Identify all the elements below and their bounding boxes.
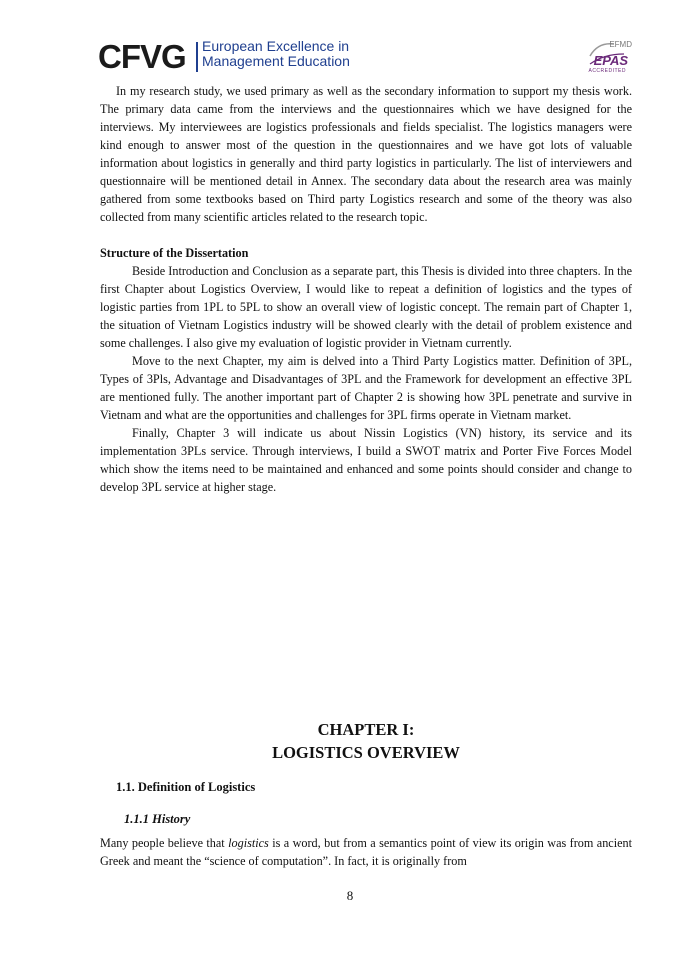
structure-paragraph-2: Move to the next Chapter, my aim is delved into a Third Party Logistics matter. Definition of 3PL, Types of 3Pls, Advantage and Disadvantages of 3PL and the Framework for development an effective 3PL are mentioned fully. The another important part of Chapter 2 is showing how 3PL penetrate and survive in Vietnam and what are the opportunities and challenges for 3PL firms operate in Vietnam market. (100, 354, 632, 422)
body-text (100, 82, 632, 496)
chapter-name: LOGISTICS OVERVIEW (272, 743, 460, 762)
epas-badge (584, 38, 632, 78)
subsection-heading: 1.1.1 History (124, 812, 191, 826)
history-paragraph (100, 834, 632, 870)
chapter-number: CHAPTER I: (317, 720, 415, 739)
page-number: 8 (346, 888, 354, 903)
logo-tagline (202, 39, 350, 69)
badge-name: EPAS (593, 53, 628, 68)
structure-paragraph-1: Beside Introduction and Conclusion as a separate part, this Thesis is divided into three chapters. In the first Chapter about Logistics Overview, I would like to repeat a definition of logistics and the types of logistic parties from 1PL to 5PL to show an overall view of logistic concept. The remain part of Chapter 1, the situation of Vietnam Logistics industry will be showed clearly with the detail of problem existence and some challenges. I also give my evaluation of logistic provider in Vietnam currently. (100, 264, 632, 350)
structure-heading: Structure of the Dissertation (100, 246, 249, 260)
section-heading: 1.1. Definition of Logistics (116, 780, 256, 794)
intro-paragraph: In my research study, we used primary as well as the secondary information to support my thesis work. The primary data came from the interviews and the questionnaires which we have designed for the interviews. My interviewees are logistics professionals and fields specialist. The logistics managers were kind enough to answer most of the question in the questionnaires and we have got lots of valuable information about logistics in generally and third party logistics in particularly. The list of interviewers and questionnaire will be mentioned detail in Annex. The secondary data about the research area was mainly gathered from some textbooks based on Third party Logistics research and some of the theory was also collected from many scientific articles related to the research topic. (100, 84, 632, 224)
chapter-title (100, 718, 632, 764)
page-header (98, 34, 638, 82)
history-text: Many people believe that logistics is a word, but from a semantics point of view its origin was from ancient Greek and meant the “science of computation”. In fact, it is originally from (100, 836, 632, 868)
badge-sub: ACCREDITED (588, 68, 626, 74)
logo-divider (196, 42, 198, 72)
cfvg-logo: CFVG (98, 38, 186, 75)
tagline-line-2: Management Education (202, 53, 350, 69)
tagline-line-1: European Excellence in (202, 38, 350, 54)
structure-paragraph-3: Finally, Chapter 3 will indicate us about Nissin Logistics (VN) history, its service and its implementation 3PLs service. Through interviews, I build a SWOT matrix and Porter Five Forces Model which show the items need to be maintained and enhanced and some points should consider and change to develop 3PL service at higher stage. (100, 426, 632, 494)
emphasis-logistics: logistics (228, 836, 269, 850)
badge-org: EFMD (609, 40, 632, 49)
